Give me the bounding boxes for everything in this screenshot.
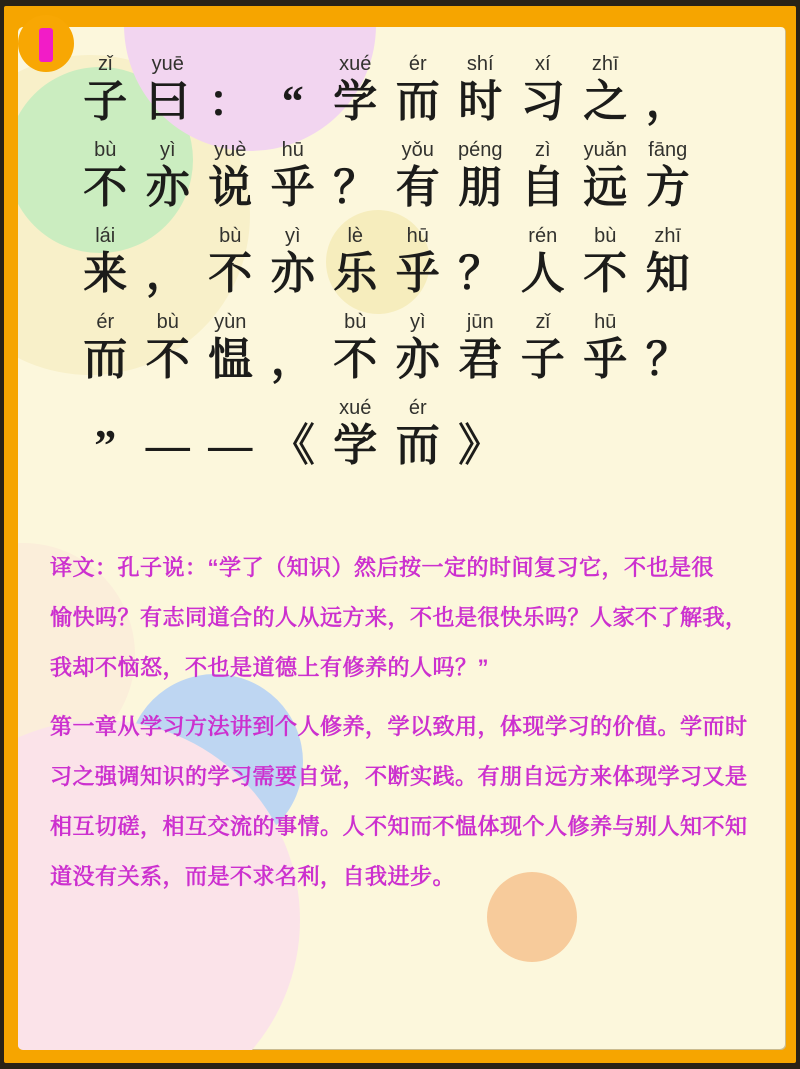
commentary-line: 相互切磋，相互交流的事情。人不知而不愠体现个人修养与别人知不知 <box>50 814 748 839</box>
hanzi-text: ？ <box>458 249 503 298</box>
pinyin-text: shí <box>466 53 494 75</box>
hanzi-text: — <box>145 421 190 470</box>
hanzi-text: 不 <box>208 249 253 298</box>
hanzi-text: 子 <box>520 335 565 384</box>
verse-cell <box>574 51 637 127</box>
pinyin-text: zì <box>534 139 551 161</box>
hanzi-text: 远 <box>583 163 628 212</box>
verse-cell <box>74 137 137 213</box>
hanzi-text: 子 <box>83 77 128 126</box>
pinyin-text <box>137 395 200 421</box>
pinyin-text: fāng <box>648 139 688 161</box>
hanzi-text: ， <box>270 335 315 384</box>
hanzi-text: 不 <box>333 335 378 384</box>
pinyin-text: xué <box>339 397 372 419</box>
verse-line <box>74 223 754 299</box>
pinyin-text <box>449 223 512 249</box>
verse-cell <box>199 395 262 471</box>
commentary-paragraph <box>50 702 770 902</box>
verse-line <box>74 51 754 127</box>
commentary-line: 习之强调知识的学习需要自觉，不断实践。有朋自远方来体现学习又是 <box>50 764 748 789</box>
hanzi-text: 曰 <box>145 77 190 126</box>
hanzi-text: 人 <box>520 249 565 298</box>
verse-cell <box>262 51 325 127</box>
hanzi-text: 不 <box>583 249 628 298</box>
pinyin-text: rén <box>528 225 558 247</box>
verse-cell <box>449 223 512 299</box>
pinyin-text: yùn <box>214 311 247 333</box>
verse-cell <box>512 309 575 385</box>
verse-cell <box>387 51 450 127</box>
pinyin-text: bù <box>594 225 617 247</box>
verse-cell <box>262 137 325 213</box>
hanzi-text: 说 <box>208 163 253 212</box>
verse-cell <box>387 395 450 471</box>
verse-cell <box>324 51 387 127</box>
pinyin-text: péng <box>458 139 503 161</box>
pinyin-text <box>637 309 700 335</box>
verse-cell <box>74 51 137 127</box>
commentary-line: 第一章从学习方法讲到个人修养，学以致用，体现学习的价值。学而时 <box>50 714 748 739</box>
hanzi-text: 知 <box>645 249 690 298</box>
hanzi-text: 而 <box>395 77 440 126</box>
verse-cell <box>637 309 700 385</box>
hanzi-text: 君 <box>458 335 503 384</box>
hanzi-text: 习 <box>520 77 565 126</box>
translation-line: 译文：孔子说：“学了（知识）然后按一定的时间复习它，不也是很 <box>50 555 715 580</box>
pinyin-text: yì <box>159 139 176 161</box>
verse-cell <box>637 51 700 127</box>
verse-cell <box>324 137 387 213</box>
hanzi-text: 乎 <box>583 335 628 384</box>
pinyin-text <box>637 51 700 77</box>
hanzi-text: 不 <box>83 163 128 212</box>
verse-cell <box>449 137 512 213</box>
verse-cell <box>262 309 325 385</box>
pinyin-text <box>262 309 325 335</box>
verse-cell <box>637 137 700 213</box>
pinyin-text <box>137 223 200 249</box>
commentary-line: 道没有关系，而是不求名利，自我进步。 <box>50 864 456 889</box>
pinyin-text <box>262 51 325 77</box>
hanzi-text: “ <box>281 77 304 126</box>
hanzi-text: ， <box>645 77 690 126</box>
pinyin-text: zhī <box>591 53 619 75</box>
hanzi-text: ” <box>94 421 117 470</box>
hanzi-text: ？ <box>645 335 690 384</box>
verse-cell <box>324 223 387 299</box>
pinyin-text: bù <box>94 139 117 161</box>
hanzi-text: 而 <box>395 421 440 470</box>
hanzi-text: 乎 <box>395 249 440 298</box>
hanzi-text: 自 <box>520 163 565 212</box>
hanzi-text: ？ <box>333 163 378 212</box>
pinyin-text <box>324 137 387 163</box>
pinyin-text: zǐ <box>535 311 550 333</box>
verse-cell <box>137 137 200 213</box>
chapter-badge <box>18 15 74 72</box>
hanzi-text: 之 <box>583 77 628 126</box>
pinyin-text: yuè <box>214 139 247 161</box>
verse-line <box>74 137 754 213</box>
hanzi-text: 方 <box>645 163 690 212</box>
pinyin-text: zhī <box>654 225 682 247</box>
pinyin-text: hū <box>406 225 429 247</box>
verse-cell <box>512 223 575 299</box>
verse-block <box>74 51 754 481</box>
hanzi-text: 》 <box>458 421 503 470</box>
verse-cell <box>387 137 450 213</box>
verse-cell <box>637 223 700 299</box>
verse-cell <box>74 223 137 299</box>
verse-cell <box>449 51 512 127</box>
hanzi-text: 来 <box>83 249 128 298</box>
translation-line: 我却不恼怒，不也是道德上有修养的人吗？” <box>50 655 490 680</box>
pinyin-text: yuē <box>151 53 184 75</box>
verse-cell <box>324 309 387 385</box>
hanzi-text: 而 <box>83 335 128 384</box>
pinyin-text: lè <box>347 225 364 247</box>
verse-cell <box>387 309 450 385</box>
verse-cell <box>137 223 200 299</box>
verse-cell <box>262 395 325 471</box>
hanzi-text: ： <box>208 77 253 126</box>
pinyin-text <box>449 395 512 421</box>
verse-cell <box>199 309 262 385</box>
pinyin-text: bù <box>344 311 367 333</box>
verse-cell <box>387 223 450 299</box>
verse-cell <box>262 223 325 299</box>
pinyin-text: yuǎn <box>583 139 627 161</box>
verse-cell <box>199 51 262 127</box>
verse-cell <box>512 51 575 127</box>
verse-cell <box>137 395 200 471</box>
pinyin-text: yì <box>284 225 301 247</box>
pinyin-text: hū <box>594 311 617 333</box>
hanzi-text: 亦 <box>270 249 315 298</box>
verse-cell <box>324 395 387 471</box>
pinyin-text: xué <box>339 53 372 75</box>
verse-line <box>74 309 754 385</box>
pinyin-text: bù <box>156 311 179 333</box>
hanzi-text: 愠 <box>208 335 253 384</box>
hanzi-text: 朋 <box>458 163 503 212</box>
page-content <box>18 27 786 1050</box>
badge-number-glyph <box>39 28 53 62</box>
pinyin-text: ér <box>96 311 115 333</box>
hanzi-text: 《 <box>270 421 315 470</box>
hanzi-text: 亦 <box>145 163 190 212</box>
translation-line: 愉快吗？有志同道合的人从远方来，不也是很快乐吗？人家不了解我， <box>50 605 748 630</box>
verse-cell <box>74 309 137 385</box>
verse-cell <box>74 395 137 471</box>
verse-cell <box>574 223 637 299</box>
pinyin-text: jūn <box>466 311 494 333</box>
hanzi-text: 时 <box>458 77 503 126</box>
verse-cell <box>574 309 637 385</box>
pinyin-text: hū <box>281 139 304 161</box>
hanzi-text: 亦 <box>395 335 440 384</box>
badge-number <box>18 15 19 16</box>
pinyin-text: yì <box>409 311 426 333</box>
hanzi-text: 学 <box>333 77 378 126</box>
hanzi-text: ， <box>145 249 190 298</box>
translation-paragraph <box>50 543 770 693</box>
pinyin-text: xí <box>534 53 551 75</box>
pinyin-text <box>262 395 325 421</box>
verse-cell <box>574 137 637 213</box>
verse-cell <box>199 137 262 213</box>
pinyin-text: lái <box>95 225 116 247</box>
hanzi-text: — <box>208 421 253 470</box>
hanzi-text: 不 <box>145 335 190 384</box>
verse-cell <box>449 309 512 385</box>
pinyin-text: ér <box>408 53 427 75</box>
verse-cell <box>137 51 200 127</box>
pinyin-text: zǐ <box>98 53 113 75</box>
pinyin-text: ér <box>408 397 427 419</box>
verse-cell <box>449 395 512 471</box>
hanzi-text: 学 <box>333 421 378 470</box>
hanzi-text: 有 <box>395 163 440 212</box>
verse-cell <box>512 137 575 213</box>
verse-cell <box>137 309 200 385</box>
hanzi-text: 乎 <box>270 163 315 212</box>
hanzi-text: 乐 <box>333 249 378 298</box>
pinyin-text: yǒu <box>401 139 434 161</box>
pinyin-text: bù <box>219 225 242 247</box>
pinyin-text <box>199 395 262 421</box>
pinyin-text <box>74 395 137 421</box>
verse-line <box>74 395 754 471</box>
verse-cell <box>199 223 262 299</box>
pinyin-text <box>199 51 262 77</box>
